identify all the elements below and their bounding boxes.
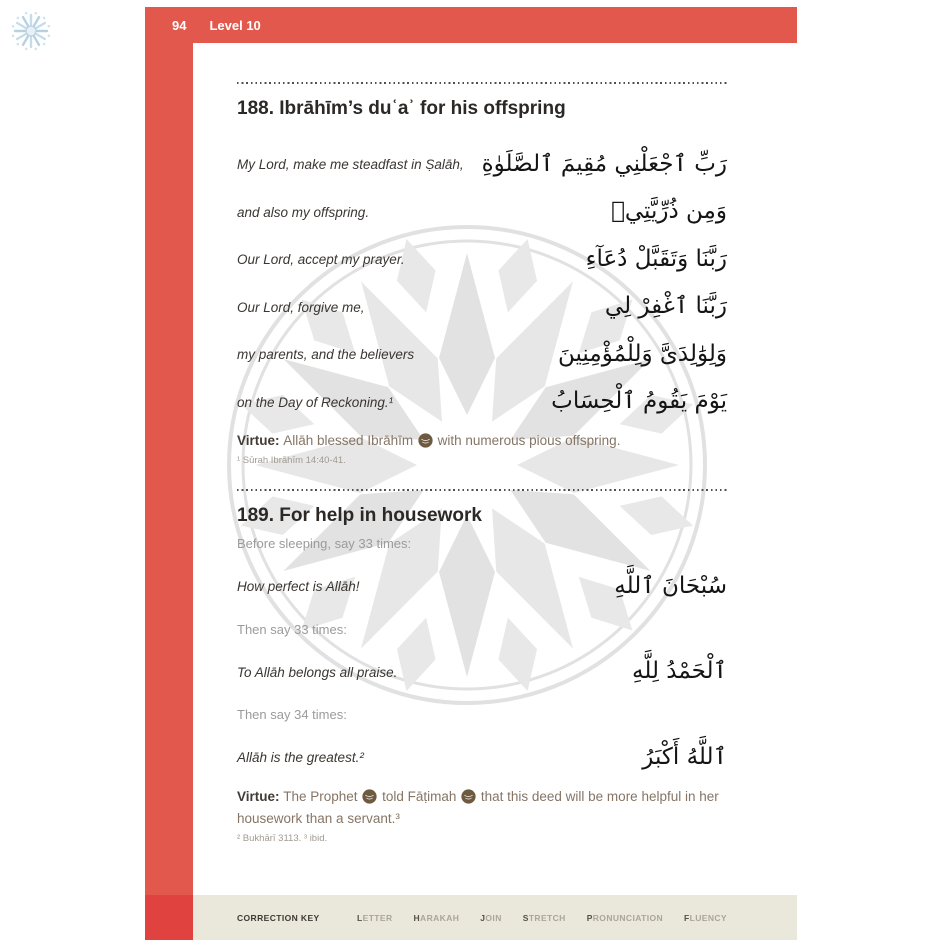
page-left-red-strip bbox=[145, 7, 193, 940]
correction-key-item bbox=[480, 913, 501, 923]
virtue-text: The Prophet bbox=[283, 788, 362, 804]
correction-key-item bbox=[587, 913, 663, 923]
virtue-text: Allāh blessed Ibrāhīm bbox=[283, 433, 417, 448]
section-title bbox=[237, 504, 727, 528]
footnote-reference: ² Bukhārī 3113. ³ ibid. bbox=[237, 832, 328, 844]
recitation-instruction: Before sleeping, say 33 times: bbox=[237, 536, 412, 551]
translation-text: To Allāh belongs all praise. bbox=[237, 664, 398, 680]
correction-key-item-rest: TRETCH bbox=[528, 912, 566, 923]
page-header-bar bbox=[145, 7, 797, 43]
page-number: 94 bbox=[172, 17, 187, 33]
translation-text: Our Lord, forgive me, bbox=[237, 299, 365, 315]
dua-line-row bbox=[237, 379, 727, 427]
translation-text: on the Day of Reckoning.¹ bbox=[237, 394, 394, 410]
virtue-text: that this deed will be more helpful in her housework than a servant.³ bbox=[237, 788, 719, 826]
correction-key-item-rest: OIN bbox=[485, 912, 502, 923]
arabic-verse: يَوْمَ يَقُومُ ٱلْحِسَابُ bbox=[551, 388, 727, 415]
page-sections bbox=[193, 82, 797, 845]
section-number: 189. bbox=[237, 505, 280, 526]
translation-text: and also my offspring. bbox=[237, 204, 370, 220]
section-title-text: For help in housework bbox=[279, 505, 482, 526]
correction-key-item-rest: ETTER bbox=[362, 912, 393, 923]
recitation-instruction: Then say 34 times: bbox=[237, 707, 347, 722]
dua-line-row bbox=[237, 236, 727, 284]
virtue-label: Virtue: bbox=[237, 433, 284, 448]
dua-line-row bbox=[237, 331, 727, 379]
correction-key-item-initial: L bbox=[357, 912, 363, 923]
translation-text: My Lord, make me steadfast in Ṣalāh, bbox=[237, 157, 464, 173]
page-content bbox=[193, 43, 797, 895]
section-title-text: Ibrāhīm’s duʿaʾ for his offspring bbox=[279, 98, 566, 119]
virtue-label: Virtue: bbox=[237, 788, 284, 804]
correction-key-item bbox=[357, 913, 392, 923]
translation-text: How perfect is Allāh! bbox=[237, 579, 360, 595]
correction-key-item-initial: F bbox=[684, 912, 690, 923]
virtue-text: told Fāṭimah bbox=[378, 788, 461, 804]
arabic-verse: رَبَّنَا وَتَقَبَّلْ دُعَآءِ bbox=[585, 245, 727, 272]
dua-line-row bbox=[237, 649, 727, 697]
translation-text: Allāh is the greatest.² bbox=[237, 750, 364, 766]
translation-text: my parents, and the believers bbox=[237, 347, 415, 363]
recitation-instruction: Then say 33 times: bbox=[237, 621, 347, 637]
arabic-verse: ٱلْحَمْدُ لِلَّهِ bbox=[632, 658, 727, 685]
correction-key-item-rest: RONUNCIATION bbox=[592, 912, 664, 923]
correction-key-item-initial: S bbox=[522, 912, 529, 923]
virtue-text: with numerous pious offspring. bbox=[433, 433, 621, 448]
honorific-medallion-icon bbox=[362, 789, 377, 804]
arabic-verse: رَبِّ ٱجْعَلْنِي مُقِيمَ ٱلصَّلَوٰةِ bbox=[481, 150, 727, 177]
arabic-verse: وَلِوَٰلِدَىَّ وَلِلْمُؤْمِنِينَ bbox=[557, 340, 727, 367]
correction-key-item-initial: H bbox=[413, 912, 421, 923]
dua-line-row bbox=[237, 734, 727, 782]
virtue-note bbox=[237, 430, 727, 452]
dua-line-row bbox=[237, 563, 727, 611]
footnote-reference: ¹ Sūrah Ibrāhīm 14:40-41. bbox=[237, 455, 346, 466]
correction-key-label: CORRECTION KEY bbox=[237, 912, 320, 923]
correction-key-item bbox=[414, 913, 460, 923]
section-number: 188. bbox=[237, 98, 280, 119]
correction-key-item-initial: J bbox=[480, 912, 486, 923]
dua-line-row bbox=[237, 284, 727, 332]
correction-key-item-rest: ARAKAH bbox=[420, 912, 460, 923]
virtue-note bbox=[237, 786, 727, 830]
snowflake-logo-icon bbox=[10, 10, 52, 52]
dua-line-row bbox=[237, 189, 727, 237]
dua-line-row bbox=[237, 141, 727, 189]
page-left-red-strip-footer bbox=[145, 895, 193, 940]
correction-key-items bbox=[357, 913, 727, 923]
book-page bbox=[145, 0, 797, 940]
honorific-medallion-icon bbox=[461, 789, 476, 804]
arabic-verse: رَبَّنَا ٱغْفِرْ لِي bbox=[604, 293, 727, 320]
honorific-medallion-icon bbox=[418, 433, 433, 448]
arabic-verse: سُبْحَانَ ٱللَّهِ bbox=[614, 572, 727, 599]
correction-key-item bbox=[523, 913, 566, 923]
correction-key-item-initial: P bbox=[586, 912, 593, 923]
translation-text: Our Lord, accept my prayer. bbox=[237, 252, 405, 268]
level-label: Level 10 bbox=[209, 17, 261, 33]
correction-key-item bbox=[684, 913, 727, 923]
section-divider bbox=[237, 489, 727, 492]
section-divider bbox=[237, 82, 727, 85]
arabic-verse: ٱللَّهُ أَكْبَرُ bbox=[642, 743, 727, 770]
section-title bbox=[237, 97, 727, 121]
arabic-verse: وَمِن ذُرِّيَّتِيۚ bbox=[611, 198, 727, 225]
correction-key-item-rest: LUENCY bbox=[689, 912, 727, 923]
correction-key-bar bbox=[193, 895, 797, 940]
